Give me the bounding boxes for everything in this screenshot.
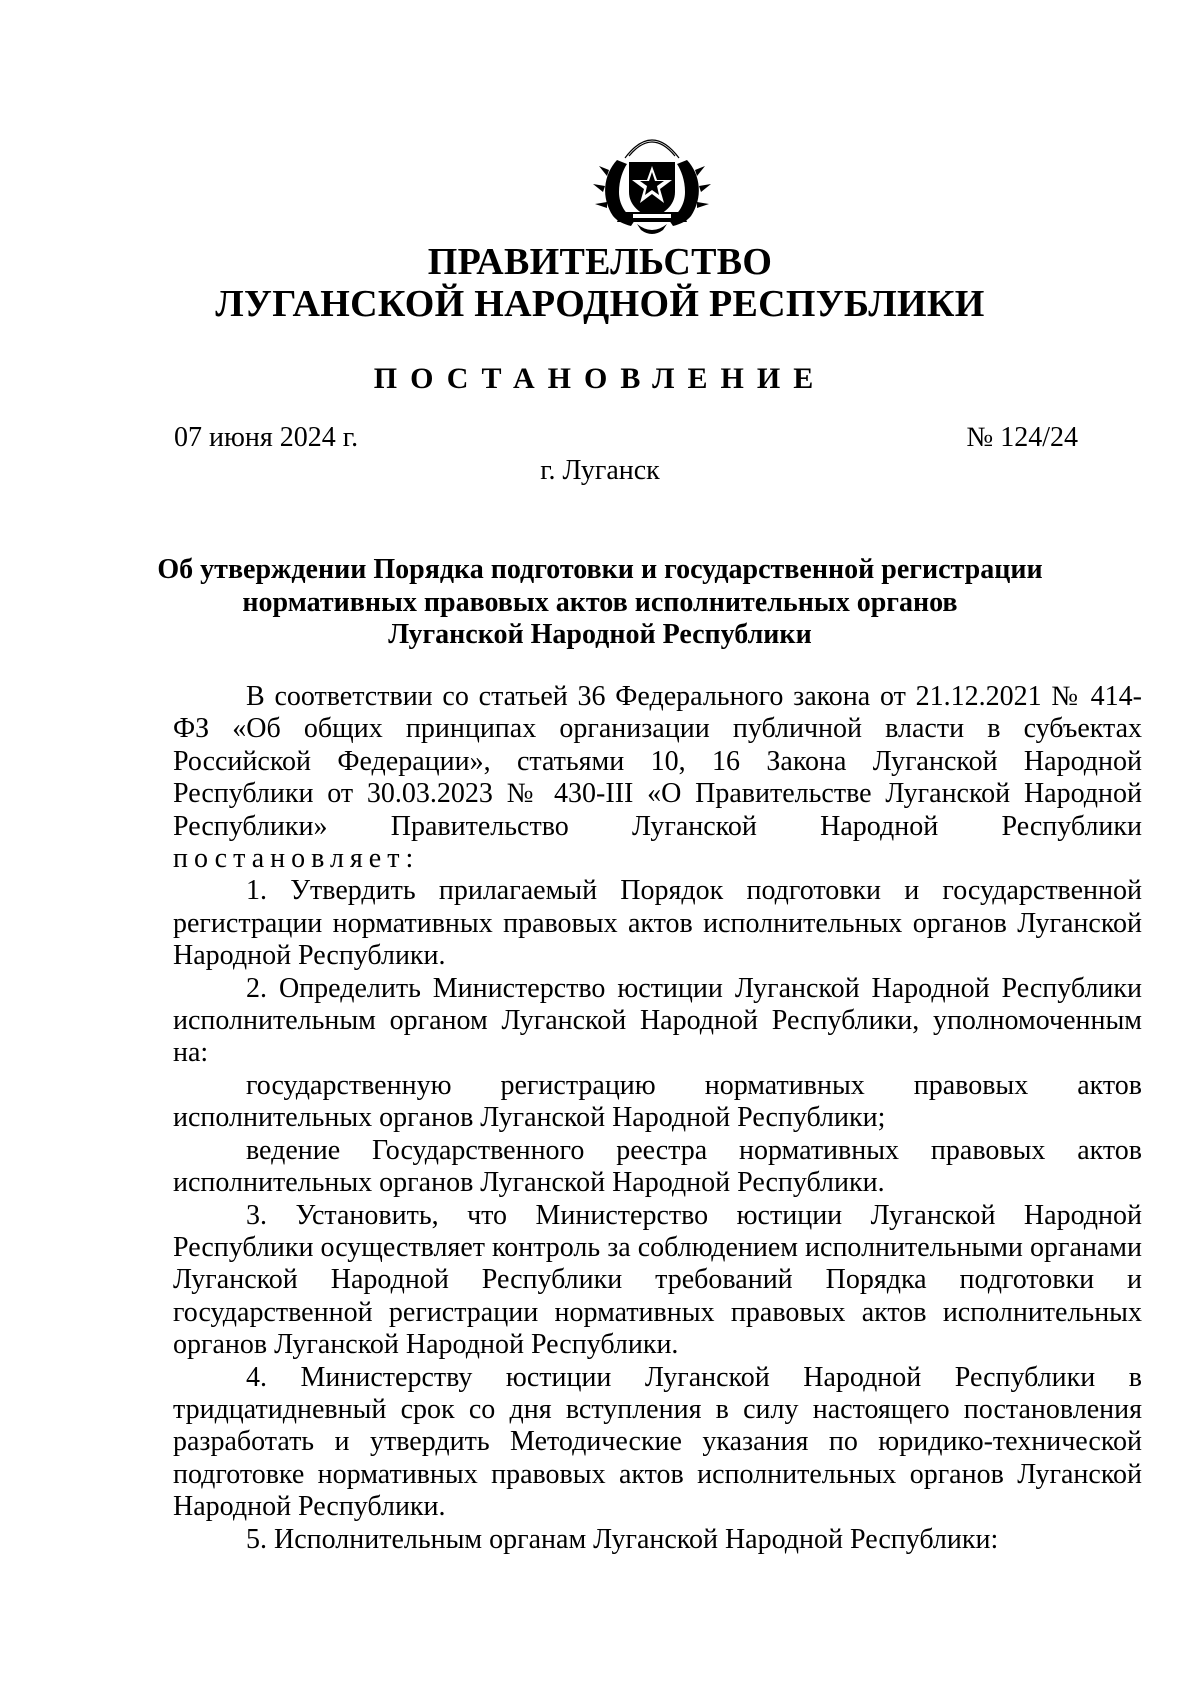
paragraph-item-2b: ведение Государственного реестра нормативных правовых актов исполнительных органов Луганской Народной Республики. [173,1134,1142,1199]
document-type: ПОСТАНОВЛЕНИЕ [373,362,827,395]
document-body [173,681,1142,1556]
paragraph-item-2: 2. Определить Министерство юстиции Луганской Народной Республики исполнительным органом Луганской Народной Республики, уполномоченным на: [173,972,1142,1069]
government-title [0,241,1200,325]
document-city: г. Луганск [540,455,660,486]
subject-line3: Луганской Народной Республики [388,619,812,650]
coat-of-arms-icon [587,120,717,238]
preamble-paragraph [173,681,1142,875]
paragraph-item-3: 3. Установить, что Министерство юстиции Луганской Народной Республики осуществляет контроль за соблюдением исполнительными органами Луганской Народной Республики требований Порядка подготовки и государственной регистрации нормативных правовых актов исполнительных органов Луганской Народной Республики. [173,1199,1142,1361]
document-date: 07 июня 2024 г. [174,422,359,453]
subject-line2: нормативных правовых актов исполнительных органов [242,586,958,618]
document-number: № 124/24 [966,422,1078,453]
government-title-line1: ПРАВИТЕЛЬСТВО [427,241,773,283]
paragraph-item-1: 1. Утвердить прилагаемый Порядок подготовки и государственной регистрации нормативных правовых актов исполнительных органов Луганской Народной Республики. [173,875,1142,972]
paragraph-item-2a: государственную регистрацию нормативных правовых актов исполнительных органов Луганской Народной Республики; [173,1069,1142,1134]
preamble-text: В соответствии со статьей 36 Федерального закона от 21.12.2021 № 414-ФЗ «Об общих принципах организации публичной власти в субъектах Российской Федерации», статьями 10, 16 Закона Луганской Народной Республики от 30.03.2023 № 430-III «О Правительстве Луганской Народной Республики» Правительство Луганской Народной Республики [173,681,1142,842]
paragraph-item-4: 4. Министерству юстиции Луганской Народной Республики в тридцатидневный срок со дня вступления в силу настоящего постановления разработать и утвердить Методические указания по юридико-технической подготовке нормативных правовых актов исполнительных органов Луганской Народной Республики. [173,1361,1142,1523]
government-title-line2: ЛУГАНСКОЙ НАРОДНОЙ РЕСПУБЛИКИ [215,283,985,325]
paragraph-item-5: 5. Исполнительным органам Луганской Народной Республики: [246,1523,999,1555]
resolves-word: постановляет: [173,843,420,875]
document-subject [150,554,1050,652]
subject-line1: Об утверждении Порядка подготовки и государственной регистрации [157,554,1043,585]
